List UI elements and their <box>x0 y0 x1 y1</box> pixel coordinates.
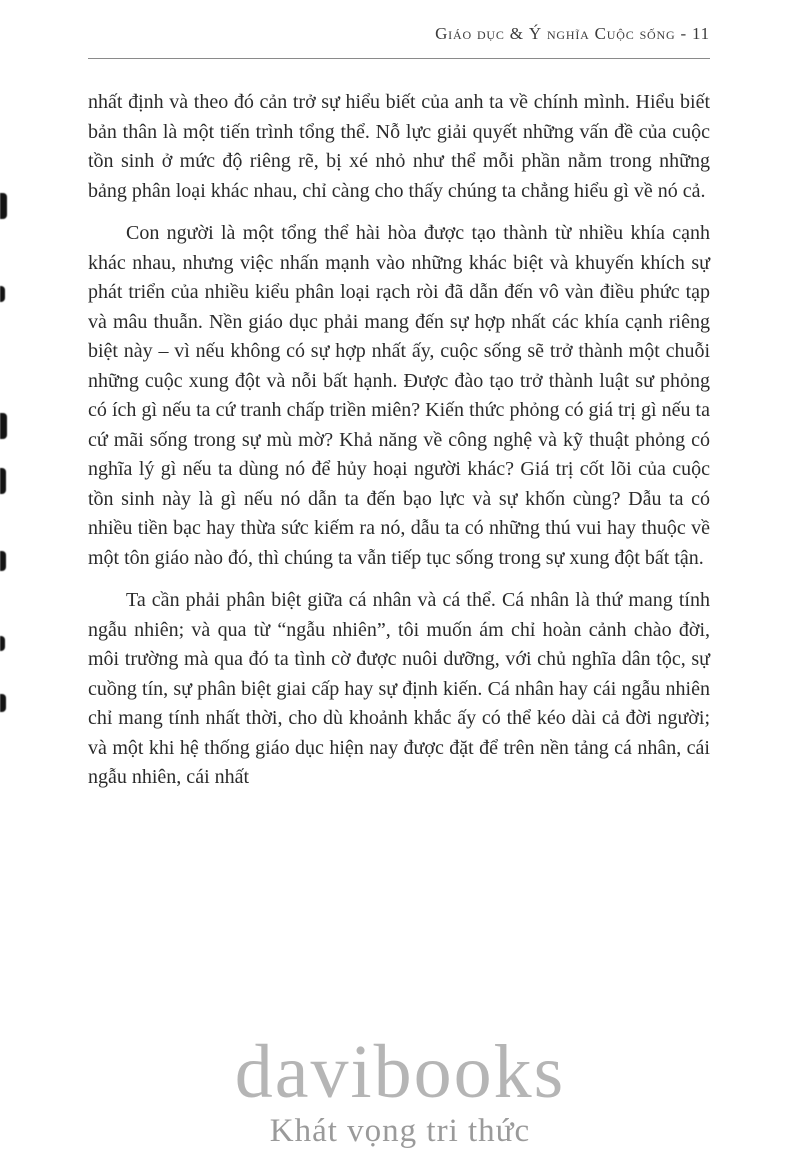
scan-artifact <box>0 551 6 571</box>
page-header <box>88 24 710 44</box>
scan-artifact <box>0 413 7 439</box>
scan-artifact <box>0 694 6 712</box>
paragraph-3: Ta cần phải phân biệt giữa cá nhân và cá thể. Cá nhân là thứ mang tính ngẫu nhiên; và qua từ “ngẫu nhiên”, tôi muốn ám chỉ hoàn cảnh chào đời, môi trường mà qua đó ta tình cờ được nuôi dưỡng, với chủ nghĩa dân tộc, sự cuồng tín, sự phân biệt giai cấp hay sự định kiến. Cá nhân hay cái ngẫu nhiên chỉ mang tính nhất thời, cho dù khoảnh khắc ấy có thể kéo dài cả đời người; và một khi hệ thống giáo dục hiện nay được đặt để trên nền tảng cá nhân, cái ngẫu nhiên, cái nhất <box>88 589 710 788</box>
watermark-slogan: Khát vọng tri thức <box>269 1113 531 1149</box>
davibooks-watermark-logo: davibooks <box>234 1030 566 1114</box>
watermark <box>0 1030 800 1150</box>
running-header-title: Giáo dục & Ý nghĩa Cuộc sống - 11 <box>435 24 710 43</box>
scan-artifact <box>0 636 5 651</box>
scan-artifact <box>0 468 6 494</box>
header-rule <box>88 58 710 59</box>
paragraph-1: nhất định và theo đó cản trở sự hiểu biết của anh ta về chính mình. Hiểu biết bản thân là một tiến trình tổng thể. Nỗ lực giải quyết những vấn đề của cuộc tồn sinh ở mức độ riêng rẽ, bị xé nhỏ như thể mỗi phần nằm trong những bảng phân loại khác nhau, chỉ càng cho thấy chúng ta chẳng hiểu gì về nó cả. <box>88 91 710 202</box>
scan-artifact <box>0 193 7 219</box>
page-body <box>88 88 710 806</box>
scan-artifact <box>0 286 5 302</box>
paragraph-2: Con người là một tổng thể hài hòa được tạo thành từ nhiều khía cạnh khác nhau, nhưng việc nhấn mạnh vào những khác biệt và khuyến khích sự phát triển của nhiều kiểu phân loại rạch ròi đã dẫn đến vô vàn điều phức tạp và mâu thuẫn. Nền giáo dục phải mang đến sự hợp nhất các khía cạnh riêng biệt này – vì nếu không có sự hợp nhất ấy, cuộc sống sẽ trở thành một chuỗi những cuộc xung đột và nỗi bất hạnh. Được đào tạo trở thành luật sư phỏng có ích gì nếu ta cứ tranh chấp triền miên? Kiến thức phỏng có giá trị gì nếu ta cứ mãi sống trong sự mù mờ? Khả năng về công nghệ và kỹ thuật phỏng có nghĩa lý gì nếu ta dùng nó để hủy hoại người khác? Giá trị cốt lõi của cuộc tồn sinh này là gì nếu nó dẫn ta đến bạo lực và sự khốn cùng? Dẫu ta có nhiều tiền bạc hay thừa sức kiếm ra nó, dẫu ta có những thú vui hay thuộc về một tôn giáo nào đó, thì chúng ta vẫn tiếp tục sống trong sự xung đột bất tận. <box>88 222 710 569</box>
